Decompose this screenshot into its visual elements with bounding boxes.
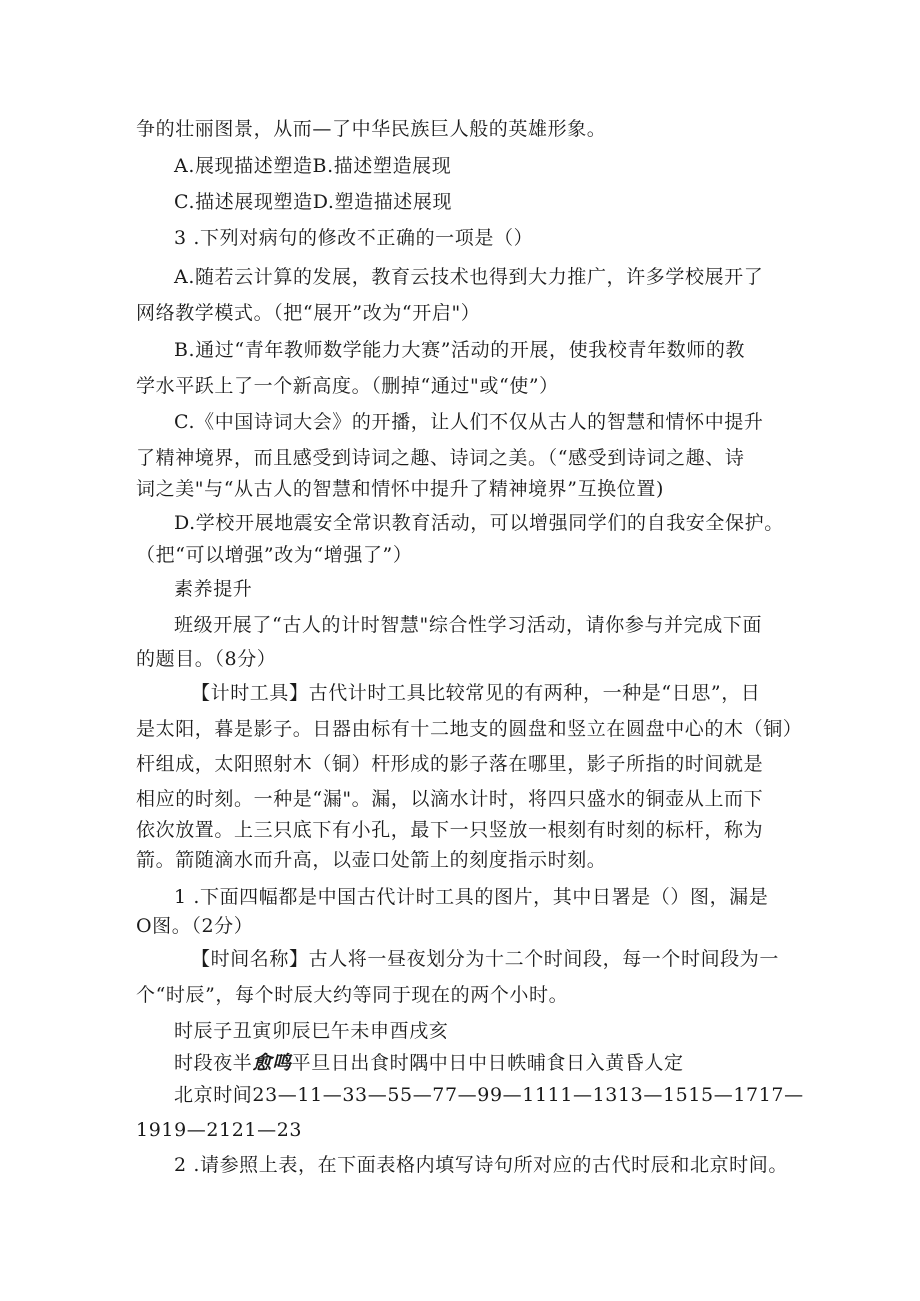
intro-line-2: 的题目。（8分） [136,648,277,670]
question-1-line-2: O图。（2分） [136,915,254,937]
text-line-1: 争的壮丽图景，从而—了中华民族巨人般的英雄形象。 [136,118,607,140]
timing-tools-line-2: 是太阳，暮是影子。日器由标有十二地支的圆盘和竖立在圆盘中心的木（铜） [136,718,803,740]
option-c-line-1: C.《中国诗词大会》的开播，让人们不仅从古人的智慧和情怀中提升 [174,411,764,433]
time-names-line-1: 【时间名称】古人将一昼夜划分为十二个时间段，每一个时间段为一 [191,948,780,970]
shichen-row: 时辰子丑寅卯辰巳午未申酉戌亥 [174,1020,449,1042]
option-a-line-1: A.随若云计算的发展，教育云技术也得到大力推广，许多学校展开了 [174,266,764,288]
question-2: 2 .请参照上表，在下面表格内填写诗句所对应的古代时辰和北京时间。 [174,1154,788,1176]
section-heading: 素养提升 [174,578,253,600]
option-c-line-3: 词之美"与“从古人的智慧和情怀中提升了精神境界”互换位置) [136,478,664,500]
question-1-line-1: 1 .下面四幅都是中国古代计时工具的图片，其中日署是（）图，漏是 [174,886,769,908]
option-line-ab: A.展现描述塑造B.描述塑造展现 [174,155,452,177]
timing-tools-line-5: 依次放置。上三只底下有小孔，最下一只竖放一根刻有时刻的标杆，称为 [136,819,764,841]
timing-tools-line-1: 【计时工具】古代计时工具比较常见的有两种，一种是“日思”，日 [191,682,761,704]
option-c-line-2: 了精神境界，而且感受到诗词之趣、诗词之美。（“感受到诗词之趣、诗 [136,447,745,469]
timing-tools-line-4: 相应的时刻。一种是“漏"。漏，以滴水计时，将四只盛水的铜壶从上而下 [136,788,764,810]
timing-tools-line-3: 杆组成，太阳照射木（铜）杆形成的影子落在哪里，影子所指的时间就是 [136,753,764,775]
beijing-time-row-2: 1919—2121—23 [136,1119,303,1141]
timing-tools-line-6: 箭。箭随滴水而升高，以壶口处箭上的刻度指示时刻。 [136,849,607,871]
option-d-line-2: （把“可以增强”改为“增强了”） [136,544,413,566]
beijing-time-row-1: 北京时间23—11—33—55—77—99—1111—1313—1515—1717— [174,1084,804,1106]
option-line-cd: C.描述展现塑造D.塑造描述展现 [174,191,453,213]
question-3: 3 .下列对病句的修改不正确的一项是（） [174,227,534,249]
time-names-line-2: 个“时辰”，每个时辰大约等同于现在的两个小时。 [136,984,569,1006]
period-row-prefix: 时段夜半 [174,1052,253,1074]
option-a-line-2: 网络教学模式。（把“展开”改为“开启"） [136,302,481,324]
period-row [174,1051,684,1075]
period-row-rest: 平旦日出食时隅中日中日帙晡食日入黄昏人定 [291,1052,684,1074]
option-b-line-2: 学水平跃上了一个新高度。（删掉“通过"或“使”） [136,375,559,397]
period-row-emphasis: 愈鸣 [252,1052,292,1074]
option-b-line-1: B.通过“青年教师数学能力大赛”活动的开展，使我校青年数师的教 [174,339,746,361]
option-d-line-1: D.学校开展地震安全常识教育活动，可以增强同学们的自我安全保护。 [174,512,784,534]
intro-line-1: 班级开展了“古人的计时智慧"综合性学习活动，请你参与并完成下面 [174,614,763,636]
